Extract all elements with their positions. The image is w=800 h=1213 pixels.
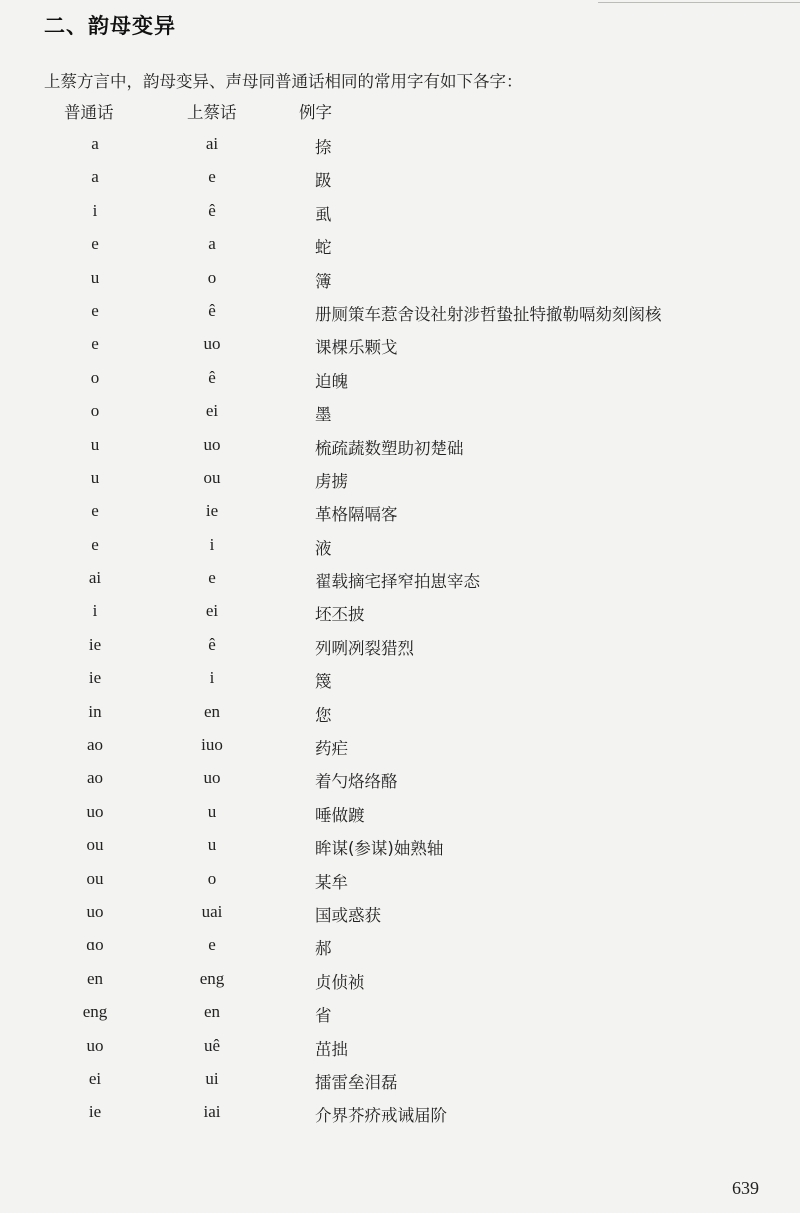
- cell-shangcai-final: ei: [205, 601, 219, 621]
- table-row: [0, 998, 800, 1031]
- section-heading: 二、韵母变异: [44, 14, 176, 38]
- table-row: [0, 597, 800, 630]
- cell-shangcai-final: ê: [208, 300, 216, 320]
- cell-shangcai-final: ou: [203, 467, 221, 487]
- table-row: [0, 1065, 800, 1098]
- table-row: [0, 1098, 800, 1131]
- cell-example-characters: 梳疏蔬数塑助初楚础: [315, 438, 464, 458]
- column-header-mandarin: 普通话: [64, 103, 114, 122]
- cell-mandarin-final: uo: [86, 901, 104, 921]
- cell-shangcai-final: uo: [203, 334, 221, 354]
- cell-example-characters: 迫魄: [315, 371, 348, 391]
- cell-mandarin-final: uo: [86, 1035, 104, 1055]
- cell-shangcai-final: e: [208, 167, 216, 187]
- table-row: [0, 831, 800, 864]
- cell-mandarin-final: ie: [88, 668, 102, 688]
- cell-shangcai-final: ei: [205, 401, 219, 421]
- cell-shangcai-final: o: [207, 267, 217, 287]
- cell-mandarin-final: i: [92, 200, 98, 220]
- cell-mandarin-final: i: [92, 601, 98, 621]
- cell-mandarin-final: o: [90, 401, 100, 421]
- cell-shangcai-final: i: [209, 534, 215, 554]
- table-row: [0, 1032, 800, 1065]
- cell-example-characters: 液: [315, 538, 332, 558]
- cell-example-characters: 趿: [315, 171, 332, 191]
- top-rule: [598, 2, 800, 3]
- cell-shangcai-final: ui: [205, 1068, 219, 1088]
- cell-example-characters: 册厕策车惹舍设社射涉哲蛰扯特撤勒嗝劾刻阂核: [315, 304, 662, 324]
- table-row: [0, 931, 800, 964]
- cell-mandarin-final: u: [90, 467, 100, 487]
- table-row: [0, 364, 800, 397]
- page-number: 639: [732, 1178, 759, 1198]
- table-row: [0, 230, 800, 263]
- cell-shangcai-final: u: [207, 835, 217, 855]
- cell-shangcai-final: ê: [208, 367, 216, 387]
- table-row: [0, 264, 800, 297]
- cell-example-characters: 虱: [315, 204, 332, 224]
- cell-mandarin-final: u: [90, 434, 100, 454]
- cell-example-characters: 国或惑获: [315, 905, 381, 925]
- intro-paragraph: 上蔡方言中，韵母变异、声母同普通话相同的常用字有如下各字：: [44, 72, 523, 91]
- cell-example-characters: 介界芥疥戒诫届阶: [315, 1106, 447, 1126]
- cell-example-characters: 捺: [315, 138, 332, 157]
- table-row: [0, 197, 800, 230]
- cell-shangcai-final: iuo: [201, 735, 223, 755]
- cell-mandarin-final: in: [88, 701, 102, 721]
- cell-shangcai-final: iai: [203, 1102, 221, 1122]
- cell-mandarin-final: a: [91, 167, 99, 187]
- cell-example-characters: 坯丕披: [315, 605, 365, 625]
- cell-mandarin-final: o: [90, 367, 100, 387]
- cell-example-characters: 省: [315, 1006, 332, 1026]
- cell-mandarin-final: ou: [86, 868, 104, 888]
- table-row: [0, 564, 800, 597]
- cell-shangcai-final: ie: [205, 501, 219, 521]
- table-row: [0, 898, 800, 931]
- cell-shangcai-final: uê: [203, 1035, 221, 1055]
- cell-example-characters: 唾做踱: [315, 805, 365, 825]
- cell-mandarin-final: ao: [86, 768, 104, 788]
- table-row: [0, 297, 800, 330]
- table-row: [0, 965, 800, 998]
- cell-example-characters: 药疟: [315, 739, 348, 759]
- cell-example-characters: 茁拙: [315, 1039, 348, 1059]
- cell-shangcai-final: ê: [208, 634, 216, 654]
- cell-mandarin-final: ie: [88, 1102, 102, 1122]
- cell-mandarin-final: e: [91, 300, 99, 320]
- table-row: [0, 664, 800, 697]
- cell-example-characters: 课棵乐颗戈: [315, 338, 398, 358]
- table-row: [0, 431, 800, 464]
- table-row: [0, 865, 800, 898]
- cell-example-characters: 某牟: [315, 872, 348, 892]
- cell-shangcai-final: i: [209, 668, 215, 688]
- table-row: [0, 497, 800, 530]
- table-row: [0, 464, 800, 497]
- cell-shangcai-final: eng: [199, 968, 225, 988]
- cell-shangcai-final: en: [203, 701, 221, 721]
- cell-shangcai-final: uo: [203, 768, 221, 788]
- cell-shangcai-final: e: [208, 568, 216, 588]
- cell-mandarin-final: a: [91, 134, 99, 153]
- cell-mandarin-final: u: [90, 267, 100, 287]
- cell-mandarin-final: ai: [88, 568, 102, 588]
- cell-mandarin-final: uo: [86, 801, 104, 821]
- cell-mandarin-final: eng: [82, 1002, 108, 1022]
- cell-example-characters: 郝: [315, 939, 332, 959]
- cell-mandarin-final: e: [91, 501, 99, 521]
- cell-example-characters: 您: [315, 705, 332, 725]
- column-header-examples: 例字: [299, 103, 332, 122]
- cell-example-characters: 虏掳: [315, 471, 348, 491]
- table-row: [0, 731, 800, 764]
- cell-shangcai-final: a: [208, 234, 216, 254]
- cell-shangcai-final: ai: [205, 134, 219, 153]
- cell-example-characters: 簿: [315, 271, 332, 291]
- table-row: [0, 130, 800, 163]
- cell-mandarin-final: e: [91, 534, 99, 554]
- cell-example-characters: 翟载摘宅择窄拍崽宰态: [315, 572, 480, 592]
- cell-mandarin-final: ie: [88, 634, 102, 654]
- cell-example-characters: 革格隔嗝客: [315, 505, 398, 525]
- cell-mandarin-final: e: [91, 234, 99, 254]
- cell-mandarin-final: ou: [86, 835, 104, 855]
- table-row: [0, 631, 800, 664]
- cell-shangcai-final: u: [207, 801, 217, 821]
- cell-example-characters: 篾: [315, 672, 332, 692]
- cell-shangcai-final: uo: [203, 434, 221, 454]
- table-row: [0, 531, 800, 564]
- cell-example-characters: 眸谋(参谋)妯熟轴: [315, 839, 444, 859]
- cell-example-characters: 着勺烙络酪: [315, 772, 398, 792]
- cell-mandarin-final: ao: [86, 735, 104, 755]
- table-row: [0, 397, 800, 430]
- table-row: [0, 330, 800, 363]
- cell-shangcai-final: uai: [201, 901, 223, 921]
- cell-example-characters: 擂雷垒泪磊: [315, 1072, 398, 1092]
- correspondence-table: [0, 130, 800, 1132]
- cell-example-characters: 列咧冽裂猎烈: [315, 638, 414, 658]
- cell-mandarin-final: en: [86, 968, 104, 988]
- cell-shangcai-final: en: [203, 1002, 221, 1022]
- cell-example-characters: 蛇: [315, 238, 332, 258]
- table-row: [0, 764, 800, 797]
- cell-shangcai-final: o: [207, 868, 217, 888]
- cell-mandarin-final: e: [91, 334, 99, 354]
- cell-example-characters: 墨: [315, 405, 332, 425]
- cell-shangcai-final: e: [208, 935, 216, 955]
- cell-mandarin-final: ɑo: [86, 935, 104, 955]
- cell-example-characters: 贞侦祯: [315, 972, 365, 992]
- cell-mandarin-final: ei: [88, 1068, 102, 1088]
- column-header-shangcai: 上蔡话: [187, 103, 237, 122]
- cell-shangcai-final: ê: [208, 200, 216, 220]
- table-row: [0, 798, 800, 831]
- table-row: [0, 163, 800, 196]
- table-row: [0, 698, 800, 731]
